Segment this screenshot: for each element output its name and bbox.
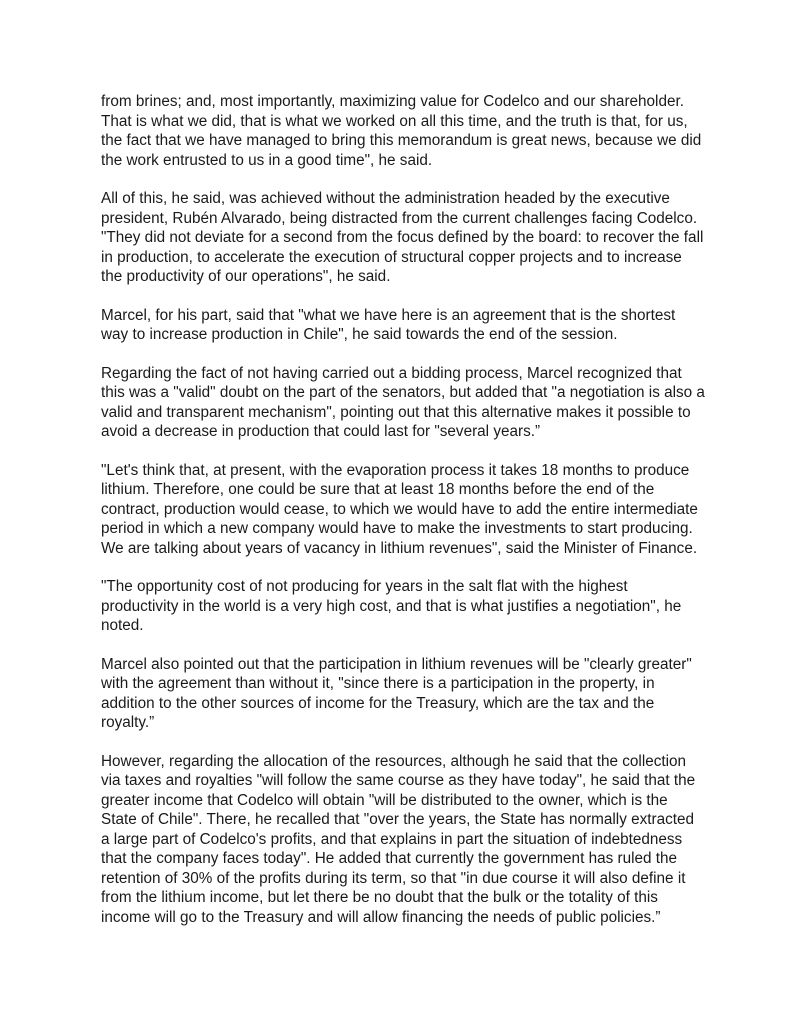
paragraph-5: "Let's think that, at present, with the evaporation process it takes 18 months to produce lithium. Therefore, one could be sure that at least 18 months before the end of the contract, production would cease, to which we would have to add the entire intermediate period in which a new company would have to make the investments to start producing. We are talking about years of vacancy in lithium revenues", said the Minister of Finance. (101, 461, 698, 557)
paragraph-6: "The opportunity cost of not producing for years in the salt flat with the highest productivity in the world is a very high cost, and that is what justifies a negotiation", he noted. (101, 578, 682, 634)
paragraph-7: Marcel also pointed out that the participation in lithium revenues will be "clearly greater" with the agreement than without it, "since there is a participation in the property, in addition to the other sources of income for the Treasury, which are the tax and the royalty.” (101, 655, 692, 731)
paragraph-8: However, regarding the allocation of the resources, although he said that the collection via taxes and royalties "will follow the same course as they have today", he said that the greater income that Codelco will obtain "will be distributed to the owner, which is the State of Chile". There, he recalled that "over the years, the State has normally extracted a large part of Codelco's profits, and that explains in part the situation of indebtedness that the company faces today". He added that currently the government has ruled the retention of 30% of the profits during its term, so that "in due course it will also define it from the lithium income, but let there be no doubt that the bulk or the totality of this income will go to the Treasury and will allow financing the needs of public policies.” (101, 752, 696, 926)
paragraph-1: from brines; and, most importantly, maximizing value for Codelco and our shareholder. That is what we did, that is what we worked on all this time, and the truth is that, for us, the fact that we have managed to bring this memorandum is great news, because we did the work entrusted to us in a good time", he said. (101, 93, 702, 169)
document-body (101, 92, 706, 946)
paragraph-3: Marcel, for his part, said that "what we have here is an agreement that is the shortest way to increase production in Chile", he said towards the end of the session. (101, 306, 676, 343)
paragraph-2: All of this, he said, was achieved without the administration headed by the executive president, Rubén Alvarado, being distracted from the current challenges facing Codelco. "They did not deviate for a second from the focus defined by the board: to recover the fall in production, to accelerate the execution of structural copper projects and to increase the productivity of our operations", he said. (101, 190, 704, 285)
paragraph-4: Regarding the fact of not having carried out a bidding process, Marcel recognized that this was a "valid" doubt on the part of the senators, but added that "a negotiation is also a valid and transparent mechanism", pointing out that this alternative makes it possible to avoid a decrease in production that could last for "several years.” (101, 364, 705, 440)
